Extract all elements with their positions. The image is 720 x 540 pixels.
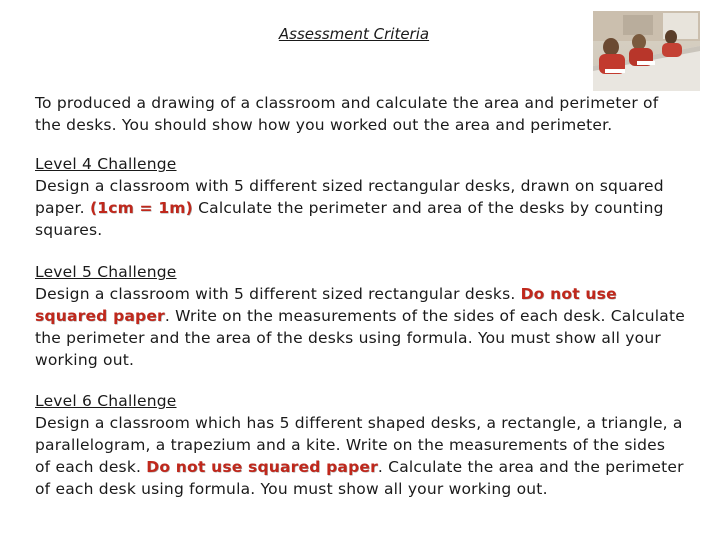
page-title: Assessment Criteria bbox=[278, 25, 430, 43]
level-4-highlight: (1cm = 1m) bbox=[89, 199, 193, 217]
level-6-section bbox=[35, 390, 685, 500]
level-4-section bbox=[35, 153, 685, 241]
level-5-text-b: . Write on the measurements of the sides of each desk. Calculate the perimeter and the area of the desks using formula. You must show all your working out. bbox=[35, 307, 685, 369]
level-5-heading: Level 5 Challenge bbox=[35, 263, 177, 281]
intro-paragraph bbox=[35, 92, 685, 136]
level-4-heading: Level 4 Challenge bbox=[35, 155, 177, 173]
level-4-text-b: Calculate the perimeter and area of the desks by counting squares. bbox=[35, 199, 664, 239]
level-6-text-b: . Calculate the area and the perimeter of each desk using formula. You must show all your working out. bbox=[35, 458, 684, 498]
level-5-highlight: Do not use squared paper bbox=[35, 285, 617, 325]
level-5-text-a: Design a classroom with 5 different sized rectangular desks. bbox=[35, 285, 516, 303]
level-4-text-a: Design a classroom with 5 different sized rectangular desks, drawn on squared paper. bbox=[35, 177, 664, 217]
classroom-photo bbox=[593, 11, 700, 91]
level-5-section bbox=[35, 261, 685, 371]
level-6-text-a: Design a classroom which has 5 different shaped desks, a rectangle, a triangle, a parallelogram, a trapezium and a kite. Write on the measurements of the sides of each desk. bbox=[35, 414, 683, 476]
intro-text: To produced a drawing of a classroom and calculate the area and perimeter of the desks. You should show how you worked out the area and perimeter. bbox=[35, 94, 659, 134]
level-6-highlight: Do not use squared paper bbox=[146, 458, 378, 476]
level-6-heading: Level 6 Challenge bbox=[35, 392, 177, 410]
